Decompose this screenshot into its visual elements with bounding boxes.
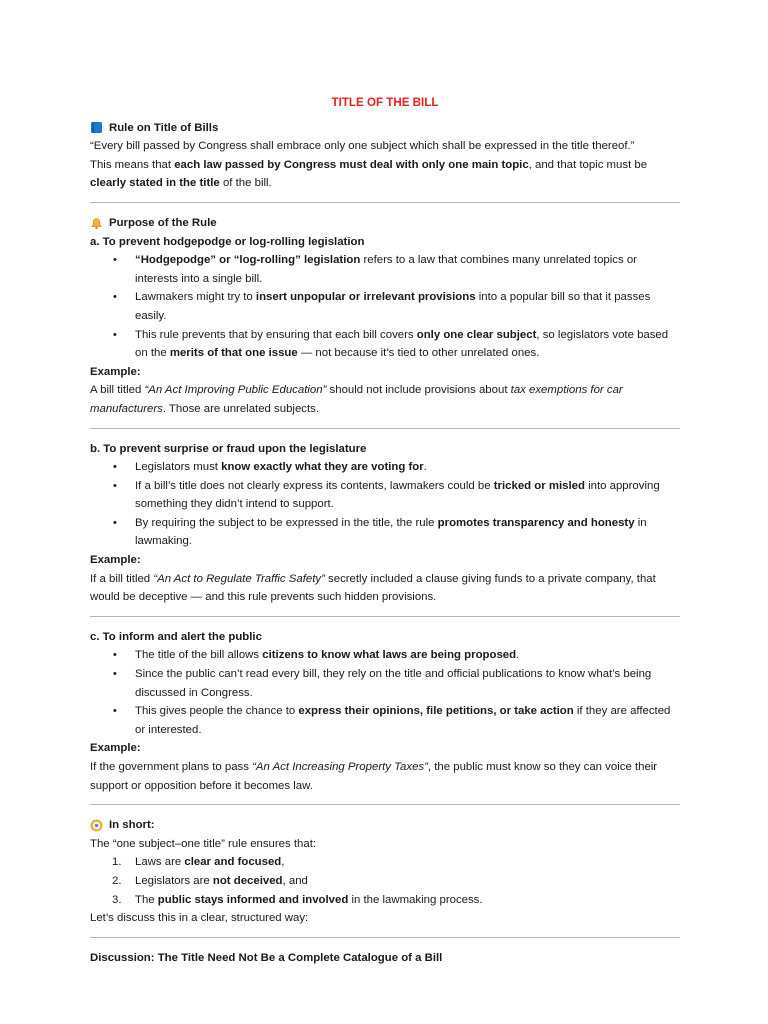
bold-text: citizens to know what laws are being proposed: [262, 649, 517, 662]
bold-text: public stays informed and involved: [157, 893, 349, 906]
purpose-heading-label: Purpose of the Rule: [109, 216, 217, 229]
rule-heading-label: Rule on Title of Bills: [109, 121, 219, 134]
bold-text: each law passed by Congress must deal with only one main topic: [174, 158, 529, 171]
document-content: [90, 94, 680, 967]
short-list: [90, 853, 680, 909]
bold-text: know exactly what they are voting for: [221, 461, 424, 474]
text-run: in lawmaking.: [135, 516, 647, 548]
text-run: of the bill.: [219, 177, 272, 190]
text-run: The title of the bill allows: [135, 649, 263, 662]
text-run: The: [135, 893, 158, 906]
text-run: If the government plans to pass: [90, 761, 253, 773]
bullet-item: [90, 477, 680, 514]
section-b-example: [90, 570, 680, 607]
bold-text: only one clear subject: [416, 328, 537, 341]
bullet-item: [90, 288, 680, 325]
text-run: Lawmakers might try to: [135, 291, 256, 304]
bell-icon: [90, 217, 103, 230]
divider: [90, 616, 680, 617]
text-run: A bill titled: [90, 384, 145, 397]
italic-text: “An Act Increasing Property Taxes”: [252, 761, 428, 773]
text-run: This rule prevents that by ensuring that each bill covers: [135, 328, 417, 341]
item-number: 2.: [112, 874, 122, 887]
text-run: .: [516, 649, 520, 662]
text-run: ,: [281, 856, 285, 869]
section-c-example-label: Example:: [90, 742, 141, 755]
text-run: This means that: [90, 158, 175, 171]
short-intro: The “one subject–one title” rule ensures that:: [90, 837, 317, 850]
bold-text: insert unpopular or irrelevant provisions: [255, 291, 476, 304]
text-run: Legislators are: [135, 874, 213, 887]
bullet-item: [90, 702, 680, 739]
text-run: refers to a law that combines many unrelated topics or interests into a single bill.: [135, 254, 637, 285]
text-run: should not include provisions about: [326, 384, 511, 397]
section-a-bullets: [90, 251, 680, 363]
section-a-title: a. To prevent hodgepodge or log-rolling legislation: [90, 235, 365, 248]
bold-text: promotes transparency and honesty: [437, 516, 635, 529]
bullet-item: [90, 326, 680, 363]
text-run: , the public must know so they can voice their support or opposition before it becomes law.: [90, 761, 658, 792]
text-run: If a bill titled: [90, 572, 154, 585]
bullet-item: [90, 646, 680, 665]
item-number: 1.: [112, 856, 122, 869]
text-run: Legislators must: [135, 461, 222, 474]
text-run: secretly included a clause giving funds to a private company, that would be deceptive — and this rule prevents such hidden provisions.: [90, 572, 656, 604]
text-run: — not because it’s tied to other unrelated ones.: [297, 347, 540, 360]
bullet-item: [90, 514, 680, 551]
text-run: By requiring the subject to be expressed in the title, the rule: [135, 516, 438, 529]
text-run: This gives people the chance to: [135, 705, 299, 718]
bold-text: not deceived: [212, 874, 283, 887]
bold-text: clearly stated in the title: [90, 177, 220, 190]
section-c-bullets: [90, 646, 680, 739]
document-title: TITLE OF THE BILL: [331, 96, 439, 109]
bullet-item: [90, 458, 680, 477]
numbered-item: [90, 872, 680, 891]
target-icon: [90, 819, 103, 832]
section-a-example-label: Example:: [90, 365, 141, 378]
divider: [90, 428, 680, 429]
rule-meaning: [90, 156, 680, 193]
short-heading-label: In short:: [109, 819, 155, 832]
text-run: into a popular bill so that it passes easily.: [135, 291, 651, 322]
section-c-title: c. To inform and alert the public: [90, 630, 262, 643]
bullet-item: [90, 665, 680, 702]
short-heading: [90, 816, 680, 835]
section-b-title: b. To prevent surprise or fraud upon the legislature: [90, 442, 367, 455]
section-b-example-label: Example:: [90, 554, 141, 567]
text-run: .: [423, 461, 427, 474]
section-c-example: [90, 758, 680, 795]
divider: [90, 937, 680, 938]
italic-text: “An Act Improving Public Education”: [144, 384, 327, 397]
purpose-heading: [90, 214, 680, 233]
item-number: 3.: [112, 893, 122, 906]
numbered-item: [90, 853, 680, 872]
bullet-item: [90, 251, 680, 288]
short-outro: Let’s discuss this in a clear, structured way:: [90, 912, 309, 925]
section-a-example: [90, 381, 680, 418]
text-run: Laws are: [135, 856, 185, 869]
numbered-item: [90, 891, 680, 910]
rule-heading: [90, 119, 680, 138]
bold-text: merits of that one issue: [169, 347, 298, 360]
text-run: , so legislators vote based on the: [135, 328, 669, 360]
italic-text: tax exemptions for car manufacturers: [90, 384, 623, 415]
discussion-heading: Discussion: The Title Need Not Be a Complete Catalogue of a Bill: [90, 951, 443, 964]
blue-book-icon: [90, 121, 103, 134]
bold-text: clear and focused: [184, 856, 282, 869]
text-run: Since the public can’t read every bill, they rely on the title and official publications to know what’s being discussed in Congress.: [135, 668, 652, 699]
text-run: , and: [282, 874, 308, 887]
text-run: if they are affected or interested.: [135, 705, 671, 736]
divider: [90, 202, 680, 203]
rule-quote: “Every bill passed by Congress shall embrace only one subject which shall be expressed in the title thereof.”: [90, 140, 635, 153]
bold-text: tricked or misled: [493, 479, 585, 492]
text-run: into approving something they didn’t intend to support.: [135, 479, 660, 511]
bold-text: express their opinions, file petitions, or take action: [298, 705, 574, 718]
section-b-bullets: [90, 458, 680, 551]
text-run: , and that topic must be: [528, 158, 648, 171]
text-run: If a bill’s title does not clearly express its contents, lawmakers could be: [135, 479, 494, 492]
italic-text: “An Act to Regulate Traffic Safety”: [153, 572, 325, 585]
divider: [90, 804, 680, 805]
text-run: . Those are unrelated subjects.: [162, 402, 319, 415]
text-run: in the lawmaking process.: [348, 893, 483, 906]
bold-text: “Hodgepodge” or “log-rolling” legislation: [135, 254, 361, 267]
